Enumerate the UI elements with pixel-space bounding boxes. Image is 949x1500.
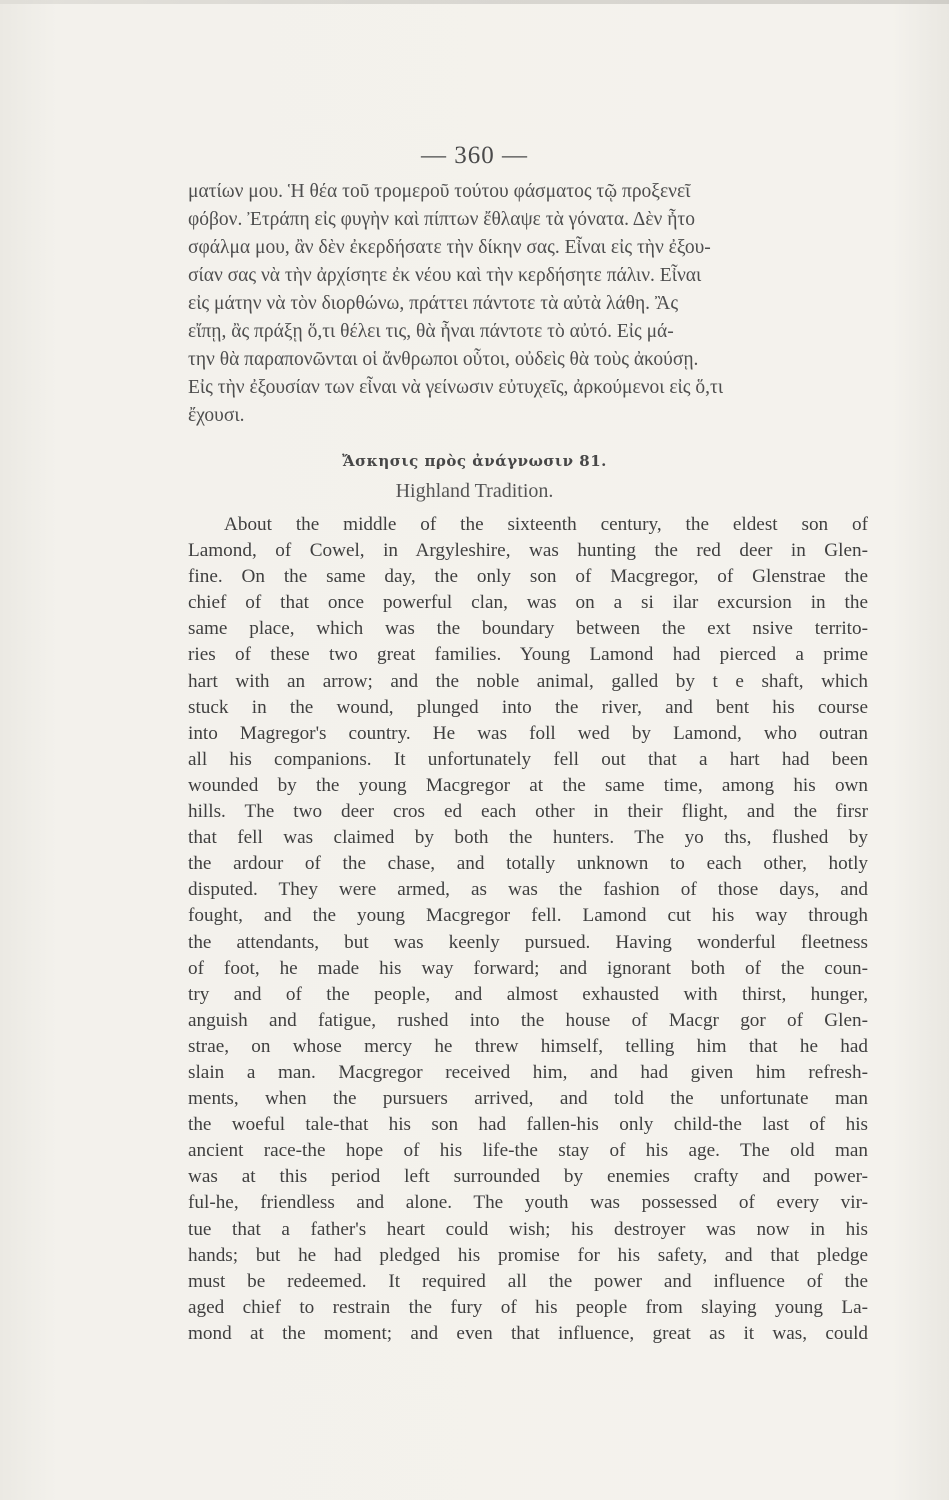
- greek-line: εἰς μάτην νὰ τὸν διορθώνω, πράττει πάντοτε τὰ αὐτὰ λάθη. Ἂς: [188, 293, 679, 314]
- greek-line: ματίων μου. Ἡ θέα τοῦ τρομεροῦ τούτου φάσματος τῷ προξενεῖ: [188, 181, 691, 202]
- english-text-block: [188, 512, 868, 1347]
- english-line: Lamond, of Cowel, in Argyleshire, was hunting the red deer in Glen-: [188, 540, 868, 562]
- exercise-heading: Ἄσκησις πρὸς ἀνάγνωσιν 81.: [342, 452, 607, 470]
- english-line: all his companions. It unfortunately fell out that a hart had been: [188, 748, 868, 770]
- english-line: ries of these two great families. Young Lamond had pierced a prime: [188, 644, 868, 666]
- english-line: into Magregor's country. He was foll wed by Lamond, who outran: [188, 722, 868, 744]
- english-line: the attendants, but was keenly pursued. Having wonderful fleetness: [188, 931, 868, 953]
- english-line: fine. On the same day, the only son of Macgregor, of Glenstrae the: [188, 566, 868, 588]
- greek-text-block: [188, 178, 868, 430]
- section-title: Highland Tradition.: [395, 480, 554, 502]
- english-line: of foot, he made his way forward; and ignorant both of the coun-: [188, 957, 868, 979]
- english-line: the ardour of the chase, and totally unknown to each other, hotly: [188, 853, 868, 875]
- english-line: that fell was claimed by both the hunters. The yo ths, flushed by: [188, 827, 868, 849]
- english-line: strae, on whose mercy he threw himself, telling him that he had: [188, 1035, 868, 1057]
- english-line: fought, and the young Macgregor fell. Lamond cut his way through: [188, 905, 868, 927]
- english-line: tue that a father's heart could wish; his destroyer was now in his: [188, 1218, 868, 1240]
- greek-line: σίαν σας νὰ τὴν ἀρχίσητε ἐκ νέου καὶ τὴν κερδήσητε πάλιν. Εἶναι: [188, 265, 702, 286]
- english-line: hands; but he had pledged his promise for his safety, and that pledge: [188, 1244, 868, 1266]
- greek-line: ἔχουσι.: [188, 405, 245, 426]
- english-line: ful-he, friendless and alone. The youth was possessed of every vir-: [188, 1192, 868, 1214]
- page-number: — 360 —: [421, 142, 528, 169]
- english-line: slain a man. Macgregor received him, and had given him refresh-: [188, 1061, 868, 1083]
- english-line: aged chief to restrain the fury of his people from slaying young La-: [188, 1296, 868, 1318]
- english-line: ments, when the pursuers arrived, and told the unfortunate man: [188, 1088, 868, 1110]
- english-line: try and of the people, and almost exhausted with thirst, hunger,: [188, 983, 868, 1005]
- english-line: wounded by the young Macgregor at the same time, among his own: [188, 774, 868, 796]
- english-line: About the middle of the sixteenth century, the eldest son of: [224, 514, 868, 535]
- english-line: hills. The two deer cros ed each other in their flight, and the firsr: [188, 801, 868, 823]
- english-line: anguish and fatigue, rushed into the house of Macgr gor of Glen-: [188, 1009, 868, 1031]
- greek-line: Εἰς τὴν ἐξουσίαν των εἶναι νὰ γείνωσιν εὐτυχεῖς, ἀρκούμενοι εἰς ὅ,τι: [188, 377, 724, 398]
- greek-line: σφάλμα μου, ἂν δὲν ἐκερδήσατε τὴν δίκην σας. Εἶναι εἰς τὴν ἐξου-: [188, 237, 711, 258]
- greek-line: την θὰ παραπονῶνται οἱ ἄνθρωποι οὗτοι, οὐδεὶς θὰ τοὺς ἀκούσῃ.: [188, 349, 699, 370]
- english-line: same place, which was the boundary between the ext nsive territo-: [188, 618, 868, 640]
- english-line: the woeful tale-that his son had fallen-his only child-the last of his: [188, 1114, 868, 1136]
- page-top-edge: [0, 0, 949, 4]
- greek-line: φόβον. Ἐτράπη εἰς φυγὴν καὶ πίπτων ἔθλαψε τὰ γόνατα. Δὲν ἦτο: [188, 209, 695, 230]
- english-line: mond at the moment; and even that influence, great as it was, could: [188, 1322, 868, 1344]
- english-line: hart with an arrow; and the noble animal, galled by t e shaft, which: [188, 670, 868, 692]
- english-line: was at this period left surrounded by enemies crafty and power-: [188, 1166, 868, 1188]
- greek-line: εἴπῃ, ἂς πράξῃ ὅ,τι θέλει τις, θὰ ἦναι πάντοτε τὸ αὐτό. Εἰς μά-: [188, 321, 674, 342]
- english-line: chief of that once powerful clan, was on a si ilar excursion in the: [188, 592, 868, 614]
- english-line: ancient race-the hope of his life-the stay of his age. The old man: [188, 1140, 868, 1162]
- english-line: disputed. They were armed, as was the fashion of those days, and: [188, 879, 868, 901]
- english-line: stuck in the wound, plunged into the river, and bent his course: [188, 696, 868, 718]
- english-line: must be redeemed. It required all the power and influence of the: [188, 1270, 868, 1292]
